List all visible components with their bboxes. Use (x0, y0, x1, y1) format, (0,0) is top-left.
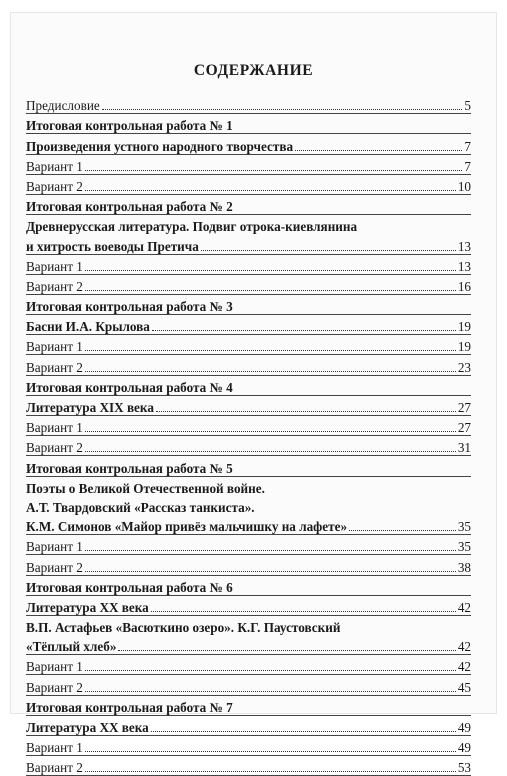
toc-entry-title: А.Т. Твардовский «Рассказ танкиста». (26, 499, 255, 515)
dot-leader (85, 350, 456, 351)
toc-entry-title: Вариант 1 (26, 158, 83, 174)
toc-entry-title: Итоговая контрольная работа № 4 (26, 379, 233, 395)
toc-entry-title: Басни И.А. Крылова (26, 319, 150, 335)
dot-leader (349, 530, 456, 531)
toc-entry-page: 10 (457, 178, 471, 194)
dot-leader (118, 650, 455, 651)
dot-leader (85, 670, 456, 671)
toc-entry-title: Вариант 2 (26, 679, 83, 695)
toc-entry-page: 19 (457, 319, 471, 335)
dot-leader (156, 411, 456, 412)
toc-entry-page: 35 (457, 539, 471, 555)
dot-leader (85, 550, 456, 551)
toc-entry[interactable] (26, 477, 471, 496)
toc-entry-page: 7 (464, 158, 471, 174)
toc-entry-title: Вариант 1 (26, 539, 83, 555)
toc-entry-page: 23 (457, 359, 471, 375)
dot-leader (201, 250, 456, 251)
dot-leader (85, 190, 456, 191)
toc-entry-title: и хитрость воеводы Претича (26, 238, 199, 254)
toc-entry[interactable] (26, 596, 471, 616)
toc-entry[interactable] (26, 696, 471, 716)
toc-entry-title: Вариант 2 (26, 440, 83, 456)
toc-entry-page: 27 (457, 400, 471, 415)
toc-entry-title: Вариант 1 (26, 740, 83, 756)
dot-leader (85, 170, 463, 171)
dot-leader (85, 451, 456, 452)
dot-leader (85, 371, 456, 372)
toc-entry[interactable] (26, 756, 471, 776)
toc-entry-title: «Тёплый хлеб» (26, 639, 117, 655)
toc-entry-title: Вариант 1 (26, 339, 83, 355)
toc-entry-title: В.П. Астафьев «Васюткино озеро». К.Г. Паустовский (26, 620, 341, 636)
toc-entry[interactable] (26, 675, 471, 695)
dot-leader (152, 330, 456, 331)
toc-entry[interactable] (26, 175, 471, 195)
dot-leader (85, 290, 456, 291)
toc-entry[interactable] (26, 355, 471, 375)
toc-entry[interactable] (26, 234, 471, 254)
toc-entry-page: 38 (457, 559, 471, 575)
toc-entry-page: 27 (457, 420, 471, 436)
dot-leader (85, 431, 456, 432)
table-of-contents (26, 94, 471, 776)
dot-leader (85, 270, 456, 271)
toc-entry-title: Литература XX века (26, 720, 149, 735)
toc-entry-title: Итоговая контрольная работа № 6 (26, 579, 233, 595)
toc-entry[interactable] (26, 716, 471, 736)
toc-entry[interactable] (26, 736, 471, 756)
toc-entry[interactable] (26, 94, 471, 114)
toc-entry[interactable] (26, 576, 471, 596)
toc-entry[interactable] (26, 436, 471, 456)
toc-entry-page: 42 (457, 659, 471, 675)
toc-entry[interactable] (26, 195, 471, 215)
toc-entry[interactable] (26, 396, 471, 416)
toc-entry-page: 53 (457, 760, 471, 776)
toc-entry[interactable] (26, 555, 471, 575)
toc-entry[interactable] (26, 295, 471, 315)
toc-entry-title: Итоговая контрольная работа № 5 (26, 460, 233, 476)
toc-entry-page: 16 (457, 278, 471, 294)
toc-entry[interactable] (26, 315, 471, 335)
toc-entry[interactable] (26, 515, 471, 535)
toc-entry-title: Литература XIX века (26, 400, 154, 415)
toc-entry[interactable] (26, 496, 471, 515)
toc-entry[interactable] (26, 255, 471, 275)
dot-leader (102, 109, 463, 110)
toc-entry[interactable] (26, 616, 471, 635)
toc-entry-page: 5 (464, 98, 471, 114)
toc-entry-title: Вариант 2 (26, 559, 83, 575)
toc-entry[interactable] (26, 456, 471, 476)
toc-entry[interactable] (26, 114, 471, 134)
toc-entry[interactable] (26, 134, 471, 154)
toc-entry-page: 45 (457, 679, 471, 695)
toc-entry-page: 19 (457, 339, 471, 355)
toc-entry[interactable] (26, 635, 471, 655)
toc-entry-page: 49 (457, 740, 471, 756)
toc-entry-page: 49 (457, 720, 471, 735)
toc-entry[interactable] (26, 535, 471, 555)
toc-entry[interactable] (26, 275, 471, 295)
toc-entry[interactable] (26, 376, 471, 396)
dot-leader (151, 611, 456, 612)
dot-leader (85, 691, 456, 692)
dot-leader (85, 751, 456, 752)
toc-entry-page: 13 (457, 238, 471, 254)
toc-entry-title: Вариант 2 (26, 359, 83, 375)
toc-entry-title: Вариант 1 (26, 258, 83, 274)
toc-entry-page: 42 (457, 599, 471, 615)
toc-entry[interactable] (26, 215, 471, 234)
toc-entry-title: Поэты о Великой Отечественной войне. (26, 480, 265, 496)
toc-entry-title: Итоговая контрольная работа № 2 (26, 199, 233, 215)
toc-entry-title: Древнерусская литература. Подвиг отрока-киевлянина (26, 219, 358, 235)
toc-entry-title: Вариант 1 (26, 659, 83, 675)
toc-entry-title: Литература XX века (26, 599, 149, 615)
toc-entry[interactable] (26, 155, 471, 175)
dot-leader (295, 150, 462, 151)
toc-entry-title: Предисловие (26, 98, 100, 114)
toc-entry-title: Итоговая контрольная работа № 1 (26, 118, 233, 134)
dot-leader (85, 571, 456, 572)
toc-entry-title: Итоговая контрольная работа № 7 (26, 699, 233, 715)
toc-entry-title: К.М. Симонов «Майор привёз мальчишку на лафете» (26, 519, 348, 535)
toc-entry-title: Произведения устного народного творчества (26, 138, 294, 154)
dot-leader (85, 771, 456, 772)
toc-entry[interactable] (26, 335, 471, 355)
toc-entry-title: Вариант 1 (26, 420, 83, 436)
dot-leader (151, 731, 456, 732)
toc-entry[interactable] (26, 416, 471, 436)
toc-entry[interactable] (26, 655, 471, 675)
toc-entry-title: Вариант 2 (26, 760, 83, 776)
toc-entry-page: 35 (457, 519, 471, 535)
toc-entry-page: 7 (464, 138, 471, 154)
toc-entry-page: 13 (457, 258, 471, 274)
toc-entry-title: Итоговая контрольная работа № 3 (26, 299, 233, 315)
toc-entry-page: 31 (457, 440, 471, 456)
toc-entry-title: Вариант 2 (26, 278, 83, 294)
toc-entry-page: 42 (457, 639, 471, 655)
page-title: СОДЕРЖАНИЕ (193, 62, 314, 79)
toc-entry-title: Вариант 2 (26, 178, 83, 194)
